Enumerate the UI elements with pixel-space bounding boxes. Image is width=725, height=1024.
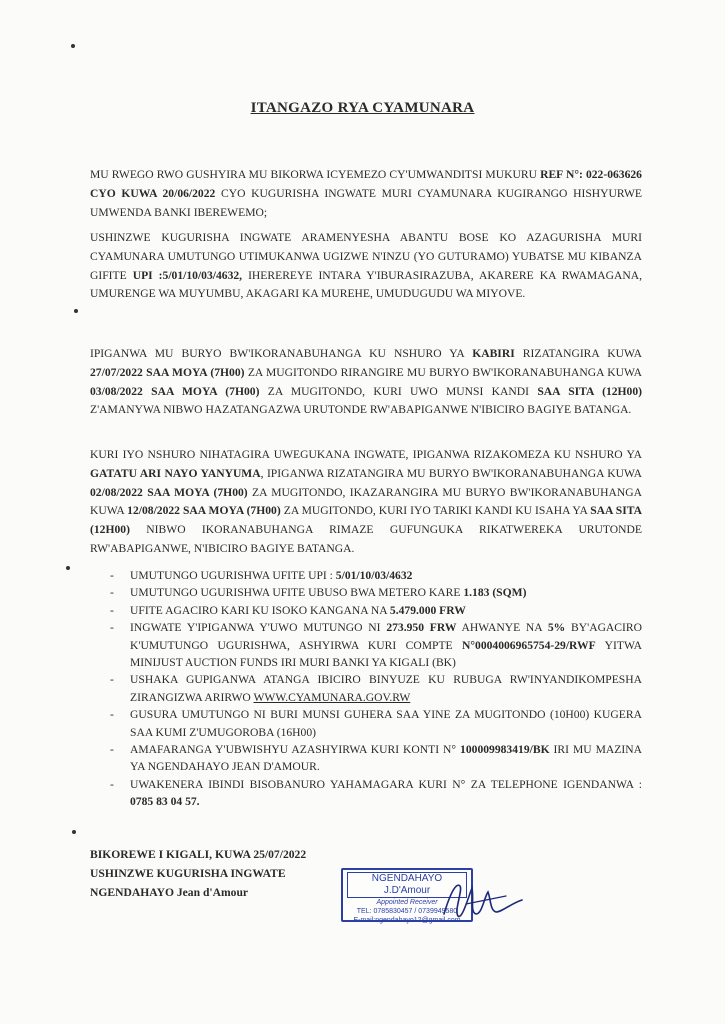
stamp-role: Appointed Receiver bbox=[376, 899, 438, 906]
list-item: - UMUTUNGO UGURISHWA UFITE UPI : 5/01/10/03/4632 bbox=[110, 567, 642, 584]
scan-speck bbox=[66, 566, 70, 570]
handwritten-signature bbox=[436, 874, 526, 926]
paragraph-intro: MU RWEGO RWO GUSHYIRA MU BIKORWA ICYEMEZO CY'UMWANDITSI MUKURU REF N°: 022-063626 CYO KUWA 20/06/2022 CYO KUGURISHA INGWATE MURI CYAMUNARA KUGIRANGO HISHYURWE UMWENDA BANKI IBEREWEMO; bbox=[90, 168, 642, 219]
paragraph-third-round: KURI IYO NSHURO NIHATAGIRA UWEGUKANA INGWATE, IPIGANWA RIZAKOMEZA KU NSHURO YA GATATU ARI NAYO YANYUMA, IPIGANWA RIZATANGIRA MU BURYO BW'IKORANABUHANGA KUWA 02/08/2022 SAA MOYA (7H00) ZA MUGITONDO, IKAZARANGIRA MU BURYO BW'IKORANABUHANGA KUWA 12/08/2022 SAA MOYA (7H00) ZA MUGITONDO, KURI IYO TARIKI KANDI KU ISAHA YA SAA SITA (12H00) NIBWO IKORANABUHANGA RIMAZE GUFUNGUKA RIKATWEREKA URUTONDE RW'ABAPIGANWE, N'IBICIRO BAGIYE BATANGA. bbox=[90, 448, 643, 555]
stamp-name: NGENDAHAYO J.D'Amour bbox=[347, 872, 467, 898]
list-item: - INGWATE Y'IPIGANWA Y'UWO MUTUNGO NI 273.950 FRW AHWANYE NA 5% BY'AGACIRO K'UMUTUNGO UGURISHWA, ASHYIRWA KURI COMPTE N°0004006965754-29/RWF YITWA MINIJUST AUCTION FUNDS IRI MURI BANKI YA KIGALI (BK) bbox=[110, 619, 642, 671]
signer-name: NGENDAHAYO Jean d'Amour bbox=[90, 886, 249, 899]
scan-speck bbox=[72, 830, 76, 834]
list-item: - GUSURA UMUTUNGO NI BURI MUNSI GUHERA SAA YINE ZA MUGITONDO (10H00) KUGERA SAA KUMI Z'UMUGOROBA (16H00) bbox=[110, 706, 642, 741]
stamp-email: E-mail:ngendahayo12@gmail.com bbox=[353, 917, 461, 924]
stamp-phone: TEL: 0785830457 / 0739949580 bbox=[356, 908, 458, 915]
place-date: BIKOREWE I KIGALI, KUWA 25/07/2022 bbox=[90, 848, 307, 861]
list-item: - UWAKENERA IBINDI BISOBANURO YAHAMAGARA KURI N° ZA TELEPHONE IGENDANWA : 0785 83 04 57. bbox=[110, 776, 642, 811]
scan-speck bbox=[74, 309, 78, 313]
conditions-list bbox=[110, 567, 642, 811]
list-item: - UFITE AGACIRO KARI KU ISOKO KANGANA NA 5.479.000 FRW bbox=[110, 602, 642, 619]
list-item: - UMUTUNGO UGURISHWA UFITE UBUSO BWA METERO KARE 1.183 (SQM) bbox=[110, 584, 642, 601]
scan-speck bbox=[71, 44, 75, 48]
paragraph-property: USHINZWE KUGURISHA INGWATE ARAMENYESHA ABANTU BOSE KO AZAGURISHA MURI CYAMUNARA UMUTUNGO UTIMUKANWA UGIZWE N'INZU (YO GUTURAMO) YUBATSE MU KIBANZA GIFITE UPI :5/01/10/03/4632, IHEREREYE INTARA Y'IBURASIRAZUBA, AKARERE KA RWAMAGANA, UMURENGE WA MUYUMBU, AKAGARI KA MUREHE, UMUDUGUDU WA MIYOVE. bbox=[90, 231, 643, 301]
paragraph-second-round: IPIGANWA MU BURYO BW'IKORANABUHANGA KU NSHURO YA KABIRI RIZATANGIRA KUWA 27/07/2022 SAA MOYA (7H00) ZA MUGITONDO RIRANGIRE MU BURYO BW'IKORANABUHANGA KUWA 03/08/2022 SAA MOYA (7H00) ZA MUGITONDO, KURI UWO MUNSI KANDI SAA SITA (12H00) Z'AMANYWA NIBWO HAZATANGAZWA URUTONDE RW'ABAPIGANWE N'IBICIRO BAGIYE BATANGA. bbox=[90, 347, 643, 417]
list-item: - AMAFARANGA Y'UBWISHYU AZASHYIRWA KURI KONTI N° 100009983419/BK IRI MU MAZINA YA NGENDAHAYO JEAN D'AMOUR. bbox=[110, 741, 642, 776]
signer-title: USHINZWE KUGURISHA INGWATE bbox=[90, 867, 286, 880]
list-item: - USHAKA GUPIGANWA ATANGA IBICIRO BINYUZE KU RUBUGA RW'INYANDIKOMPESHA ZIRANGIZWA ARIRWO WWW.CYAMUNARA.GOV.RW bbox=[110, 671, 642, 706]
signature-block bbox=[90, 845, 306, 902]
document-title: ITANGAZO RYA CYAMUNARA bbox=[250, 100, 475, 116]
auction-website-link[interactable]: WWW.CYAMUNARA.GOV.RW bbox=[253, 690, 411, 704]
